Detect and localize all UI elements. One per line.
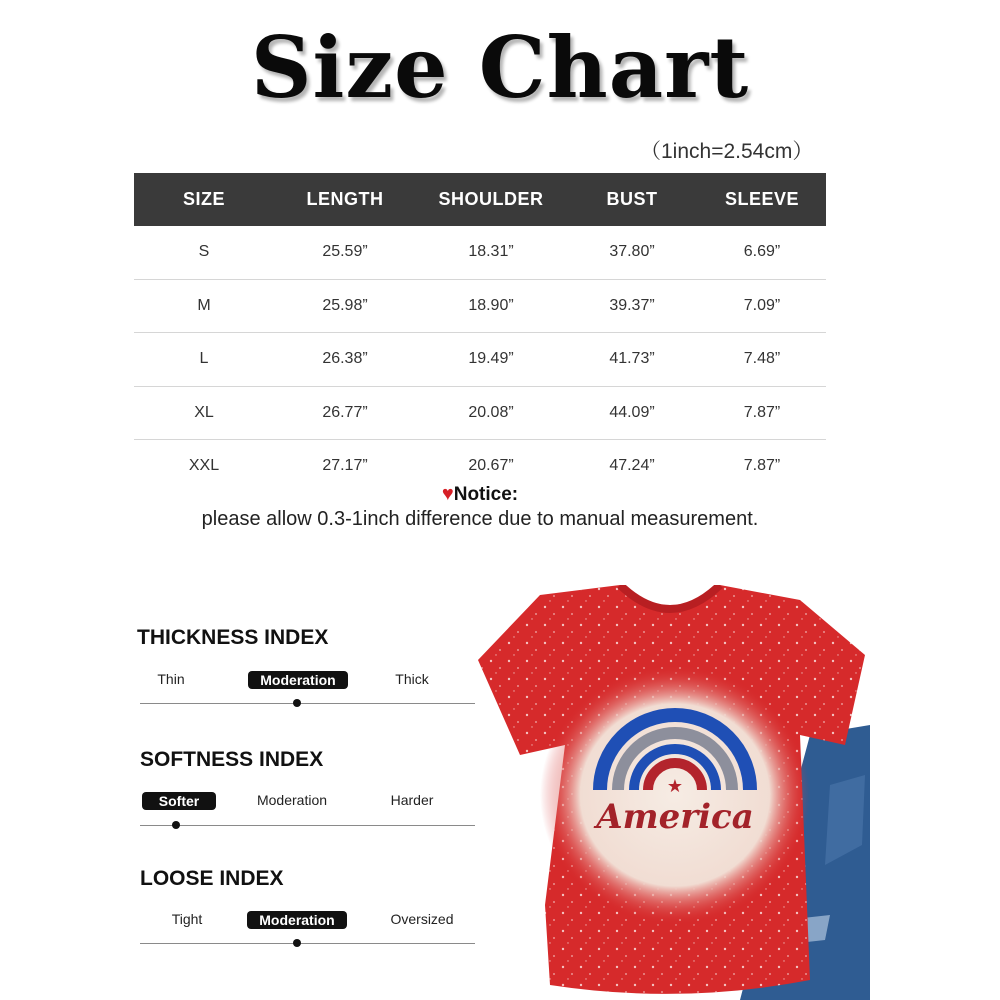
cell-size: XL xyxy=(134,386,274,440)
header-length: LENGTH xyxy=(274,173,416,226)
cell-sleeve: 7.87” xyxy=(698,386,826,440)
cell-bust: 37.80” xyxy=(566,226,698,279)
thickness-marker xyxy=(293,699,301,707)
header-sleeve: SLEEVE xyxy=(698,173,826,226)
softness-marker xyxy=(172,821,180,829)
thickness-track xyxy=(140,703,475,704)
cell-shoulder: 18.31” xyxy=(416,226,566,279)
svg-text:★: ★ xyxy=(666,776,684,797)
cell-bust: 41.73” xyxy=(566,333,698,387)
cell-length: 27.17” xyxy=(322,457,368,475)
heart-icon: ♥ xyxy=(441,483,454,505)
cell-length: 26.77” xyxy=(274,386,416,440)
cell-bust: 44.09” xyxy=(566,386,698,440)
header-shoulder: SHOULDER xyxy=(416,173,566,226)
thickness-index-title: THICKNESS INDEX xyxy=(137,626,329,649)
table-header-row xyxy=(134,173,826,226)
cell-size: S xyxy=(134,226,274,279)
cell-bust: 47.24” xyxy=(609,457,655,475)
table-row xyxy=(134,279,826,333)
header-size: SIZE xyxy=(134,173,274,226)
notice-text: please allow 0.3-1inch difference due to manual measurement. xyxy=(201,508,759,530)
thickness-option-moderation: Moderation xyxy=(248,671,348,689)
shirt-print-text: America xyxy=(596,797,754,837)
softness-index-title: SOFTNESS INDEX xyxy=(140,748,324,771)
softness-track xyxy=(140,825,475,826)
size-table xyxy=(134,173,826,493)
notice-label: Notice: xyxy=(453,484,519,505)
table-row xyxy=(134,226,826,279)
softness-option-softer: Softer xyxy=(142,792,216,810)
header-bust: BUST xyxy=(566,173,698,226)
tshirt-illustration xyxy=(470,585,870,1000)
cell-length: 25.98” xyxy=(274,279,416,333)
cell-shoulder: 20.08” xyxy=(416,386,566,440)
loose-index-title: LOOSE INDEX xyxy=(140,867,284,890)
cell-length: 25.59” xyxy=(274,226,416,279)
table-row xyxy=(134,386,826,440)
cell-shoulder: 19.49” xyxy=(416,333,566,387)
unit-conversion-note: （1inch=2.54cm） xyxy=(640,140,814,163)
softness-option-moderation: Moderation xyxy=(256,792,328,808)
cell-sleeve: 7.87” xyxy=(743,457,781,475)
cell-sleeve: 7.48” xyxy=(698,333,826,387)
cell-length: 26.38” xyxy=(274,333,416,387)
cell-shoulder: 20.67” xyxy=(468,457,514,475)
cell-sleeve: 6.69” xyxy=(698,226,826,279)
cell-size: M xyxy=(134,279,274,333)
loose-option-moderation: Moderation xyxy=(247,911,347,929)
notice-heading xyxy=(0,483,960,506)
cell-size: XXL xyxy=(188,457,220,475)
loose-option-oversized: Oversized xyxy=(390,911,454,927)
cell-sleeve: 7.09” xyxy=(698,279,826,333)
softness-option-harder: Harder xyxy=(390,792,434,808)
loose-option-tight: Tight xyxy=(171,911,203,927)
table-row xyxy=(134,333,826,387)
thickness-option-thin: Thin xyxy=(157,671,185,687)
cell-size: L xyxy=(134,333,274,387)
product-photo xyxy=(470,585,870,1000)
thickness-option-thick: Thick xyxy=(395,671,429,687)
cell-shoulder: 18.90” xyxy=(416,279,566,333)
loose-marker xyxy=(293,939,301,947)
loose-track xyxy=(140,943,475,944)
page-title: Size Chart xyxy=(250,18,750,117)
cell-bust: 39.37” xyxy=(566,279,698,333)
